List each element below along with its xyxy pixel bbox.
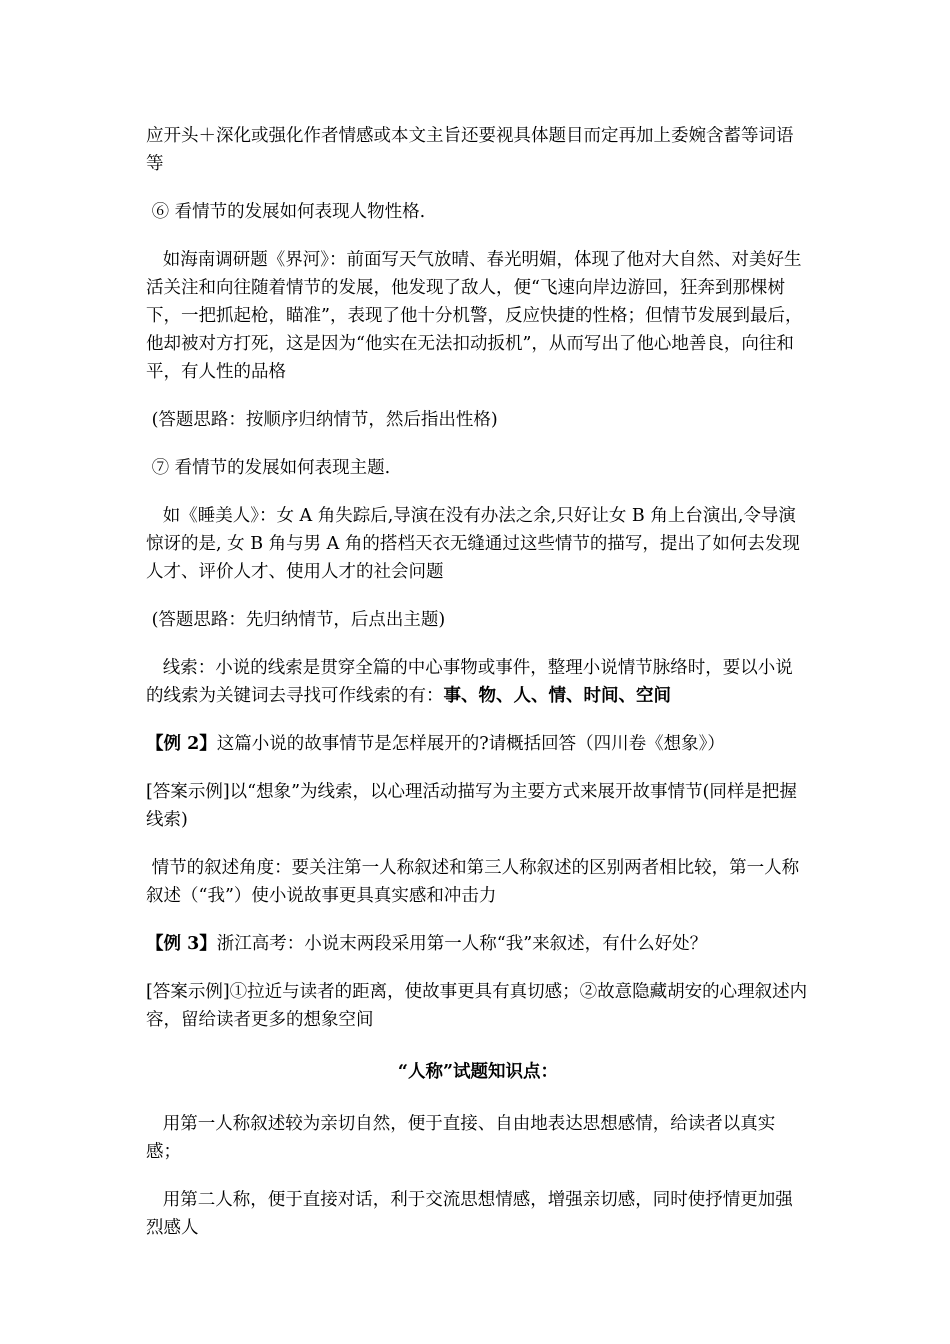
example-question: 这篇小说的故事情节是怎样展开的?请概括回答（四川卷《想象》） — [216, 734, 725, 754]
paragraph: 用第二人称，便于直接对话，利于交流思想情感，增强亲切感，同时使抒情更加强烈感人 — [146, 1190, 793, 1238]
example-3 — [146, 930, 810, 958]
answer-example: [答案示例]①拉近与读者的距离，使故事更具有真切感；②故意隐藏胡安的心理叙述内容，留给读者更多的想象空间 — [146, 982, 808, 1030]
example-label: 【例 2】 — [146, 734, 217, 754]
answer-hint: (答题思路：先归纳情节，后点出主题) — [146, 610, 446, 630]
clue-keywords: 事、物、人、情、时间、空间 — [443, 686, 671, 706]
example-2 — [146, 730, 810, 758]
section-title: “人称”试题知识点： — [397, 1062, 559, 1082]
section-heading-6: ⑥ 看情节的发展如何表现人物性格. — [146, 202, 426, 222]
paragraph: 如《睡美人》：女 A 角失踪后,导演在没有办法之余,只好让女 B 角上台演出,令导演惊讶的是, 女 B 角与男 A 角的搭档天衣无缝通过这些情节的描写，提出了如何去发现人才、评价人才、使用人才的社会问题 — [146, 506, 800, 582]
paragraph: 用第一人称叙述较为亲切自然，便于直接、自由地表达思想感情，给读者以真实感； — [146, 1114, 776, 1162]
example-label: 【例 3】 — [146, 934, 217, 954]
paragraph: 如海南调研题《界河》：前面写天气放晴、春光明媚，体现了他对大自然、对美好生活关注和向往随着情节的发展，他发现了敌人，便“飞速向岸边游回，狂奔到那棵树下，一把抓起枪，瞄准”，表现了他十分机警，反应快捷的性格；但情节发展到最后，他却被对方打死，这是因为“他实在无法扣动扳机”，从而写出了他心地善良，向往和平，有人性的品格 — [146, 250, 803, 382]
paragraph: 情节的叙述角度：要关注第一人称叙述和第三人称叙述的区别两者相比较，第一人称叙述（“我”）使小说故事更具真实感和冲击力 — [146, 858, 800, 906]
answer-hint: (答题思路：按顺序归纳情节，然后指出性格) — [146, 410, 498, 430]
paragraph-clue — [146, 654, 810, 710]
document-body — [146, 122, 810, 1242]
paragraph: 应开头＋深化或强化作者情感或本文主旨还要视具体题目而定再加上委婉含蓄等词语等 — [146, 126, 794, 174]
section-heading-7: ⑦ 看情节的发展如何表现主题. — [146, 458, 391, 478]
answer-example: [答案示例]以“想象”为线索，以心理活动描写为主要方式来展开故事情节(同样是把握线索) — [146, 782, 797, 830]
example-question: 浙江高考：小说末两段采用第一人称“我”来叙述，有什么好处？ — [216, 934, 708, 954]
clue-text: 线索：小说的线索是贯穿全篇的中心事物或事件，整理小说情节脉络时，要以小说的线索为关键词去寻找可作线索的有： — [146, 658, 793, 706]
